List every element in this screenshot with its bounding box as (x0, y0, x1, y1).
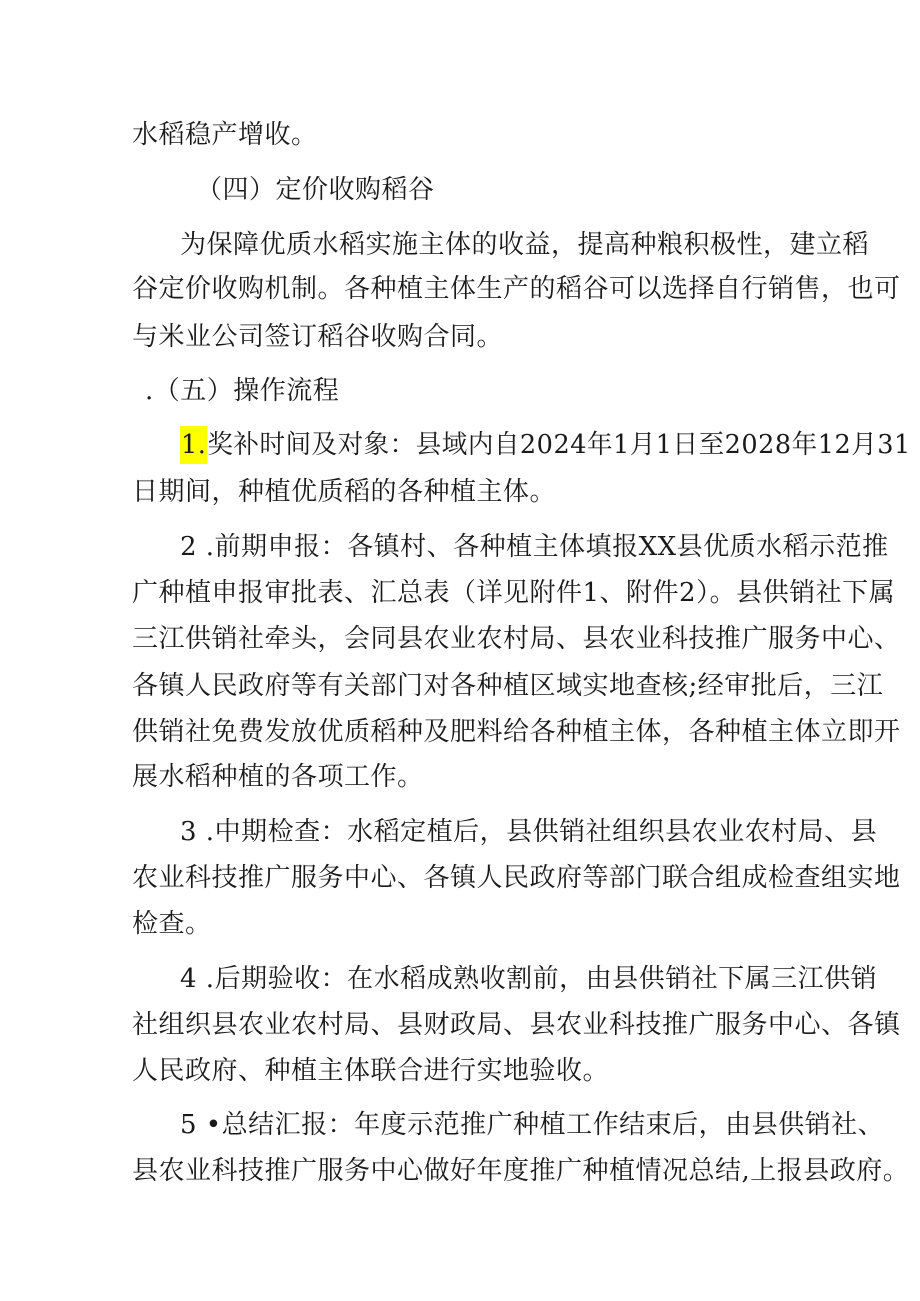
paragraph-line: 三江供销社牵头，会同县农业农村局、县农业科技推广服务中心、 (132, 624, 901, 654)
paragraph-line: 水稻稳产增收。 (132, 120, 318, 150)
section-heading-5: .（五）操作流程 (145, 376, 340, 406)
list-item-5-line: 5 •总结汇报：年度示范推广种植工作结束后，由县供销社、 (180, 1110, 885, 1140)
paragraph-line: 各镇人民政府等有关部门对各种植区域实地查核;经审批后，三江 (132, 671, 884, 701)
section-heading-4: （四）定价收购稻谷 (196, 175, 435, 205)
list-item-2-line: 2 .前期申报：各镇村、各种植主体填报XX县优质水稻示范推 (180, 532, 889, 562)
paragraph-line: 日期间，种植优质稻的各种植主体。 (132, 477, 557, 507)
list-item-1-line (180, 428, 911, 462)
paragraph-line: 农业科技推广服务中心、各镇人民政府等部门联合组成检查组实地 (132, 863, 901, 893)
paragraph-line: 谷定价收购机制。各种植主体生产的稻谷可以选择自行销售，也可 (132, 274, 901, 304)
paragraph-line: 与米业公司签订稻谷收购合同。 (132, 322, 504, 352)
paragraph-line: 广种植申报审批表、汇总表（详见附件1、附件2）。县供销社下属 (132, 578, 896, 608)
list-item-4-line: 4 .后期验收：在水稻成熟收割前，由县供销社下属三江供销 (180, 964, 878, 994)
paragraph-line: 社组织县农业农村局、县财政局、县农业科技推广服务中心、各镇 (132, 1010, 901, 1040)
paragraph-line: 为保障优质水稻实施主体的收益，提高种粮积极性，建立稻 (180, 230, 870, 260)
paragraph-line: 展水稻种植的各项工作。 (132, 762, 424, 792)
paragraph-line: 人民政府、种植主体联合进行实地验收。 (132, 1056, 610, 1086)
paragraph-line: 供销社免费发放优质稻种及肥料给各种植主体，各种植主体立即开 (132, 717, 901, 747)
paragraph-line: 奖补时间及对象：县域内自2024年1月1日至2028年12月31 (207, 430, 911, 460)
paragraph-line: 检查。 (132, 909, 212, 939)
list-item-3-line: 3 .中期检查：水稻定植后，县供销社组织县农业农村局、县 (180, 817, 878, 847)
paragraph-line: 县农业科技推广服务中心做好年度推广种植情况总结,上报县政府。 (132, 1156, 910, 1186)
highlighted-list-number: 1. (180, 426, 207, 464)
